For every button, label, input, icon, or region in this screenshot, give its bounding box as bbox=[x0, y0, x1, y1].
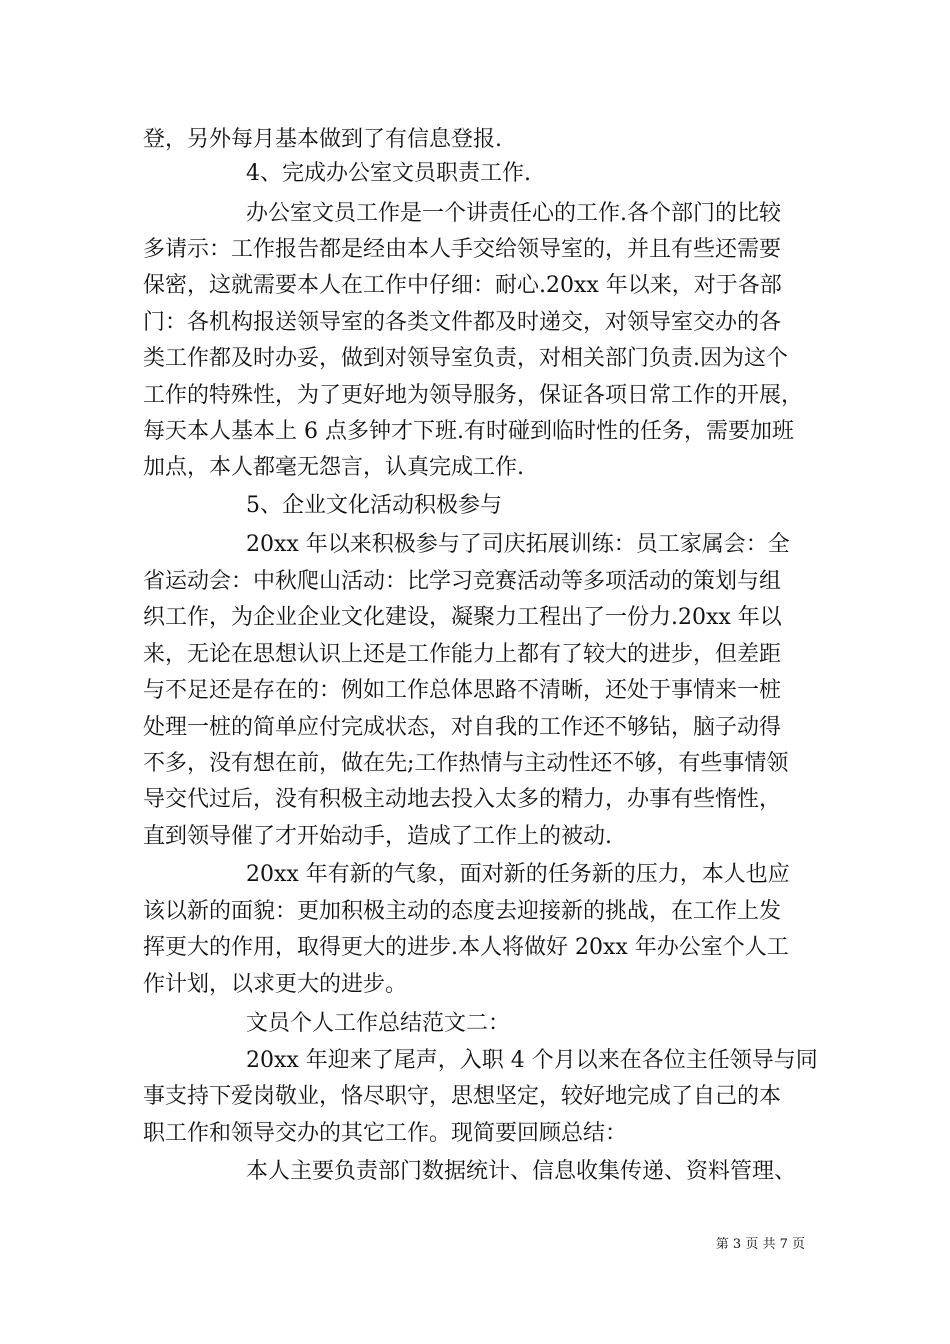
paragraph-line: 办公室文员工作是一个讲责任心的工作.各个部门的比较 bbox=[246, 201, 781, 226]
paragraph-line: 加点，本人都毫无怨言，认真完成工作. bbox=[143, 455, 524, 480]
paragraph-line: 类工作都及时办妥，做到对领导室负责，对相关部门负责.因为这个 bbox=[143, 346, 788, 371]
paragraph-line: 工作的特殊性，为了更好地为领导服务，保证各项日常工作的开展， bbox=[143, 383, 804, 408]
body-line-1: 登，另外每月基本做到了有信息登报. bbox=[143, 127, 502, 152]
paragraph-line: 与不足还是存在的：例如工作总体思路不清晰，还处于事情来一桩 bbox=[143, 678, 782, 703]
paragraph-line: 省运动会：中秋爬山活动：比学习竞赛活动等多项活动的策划与组 bbox=[143, 569, 782, 594]
paragraph-line: 导交代过后，没有积极主动地去投入太多的精力，办事有些惰性， bbox=[143, 787, 782, 812]
paragraph-line: 处理一桩的简单应付完成状态，对自我的工作还不够钻，脑子动得 bbox=[143, 715, 782, 740]
section-heading-example-two: 文员个人工作总结范文二： bbox=[246, 1011, 511, 1036]
paragraph-line: 每天本人基本上 6 点多钟才下班.有时碰到临时性的任务，需要加班 bbox=[143, 419, 794, 444]
section-heading-5: 5、企业文化活动积极参与 bbox=[246, 493, 502, 518]
paragraph-line: 20xx 年以来积极参与了司庆拓展训练：员工家属会：全 bbox=[246, 532, 790, 557]
paragraph-line: 20xx 年迎来了尾声，入职 4 个月以来在各位主任领导与同 bbox=[246, 1048, 818, 1073]
paragraph-line: 保密，这就需要本人在工作中仔细：耐心.20xx 年以来，对于各部 bbox=[143, 273, 782, 298]
paragraph-line: 不多，没有想在前，做在先;工作热情与主动性还不够，有些事情领 bbox=[143, 751, 789, 776]
paragraph-line: 挥更大的作用，取得更大的进步.本人将做好 20xx 年办公室个人工 bbox=[143, 935, 789, 960]
paragraph-line: 20xx 年有新的气象，面对新的任务新的压力，本人也应 bbox=[246, 862, 790, 887]
paragraph-line: 直到领导催了才开始动手，造成了工作上的被动. bbox=[143, 824, 612, 849]
paragraph-line: 门：各机构报送领导室的各类文件都及时递交，对领导室交办的各 bbox=[143, 310, 782, 335]
section-heading-4: 4、完成办公室文员职责工作. bbox=[246, 161, 531, 186]
paragraph-line: 该以新的面貌：更加积极主动的态度去迎接新的挑战，在工作上发 bbox=[143, 899, 782, 924]
paragraph-line: 本人主要负责部门数据统计、信息收集传递、资料管理、 bbox=[246, 1159, 797, 1184]
page-number-footer: 第 3 页 共 7 页 bbox=[715, 1237, 805, 1252]
paragraph-line: 多请示：工作报告都是经由本人手交给领导室的，并且有些还需要 bbox=[143, 237, 782, 262]
paragraph-line: 事支持下爱岗敬业，恪尽职守，思想坚定，较好地完成了自己的本 bbox=[143, 1084, 782, 1109]
paragraph-line: 职工作和领导交办的其它工作。现简要回顾总结： bbox=[143, 1121, 628, 1146]
paragraph-line: 来，无论在思想认识上还是工作能力上都有了较大的进步，但差距 bbox=[143, 642, 782, 667]
paragraph-line: 作计划，以求更大的进步。 bbox=[143, 972, 408, 997]
paragraph-line: 织工作，为企业企业文化建设，凝聚力工程出了一份力.20xx 年以 bbox=[143, 605, 782, 630]
